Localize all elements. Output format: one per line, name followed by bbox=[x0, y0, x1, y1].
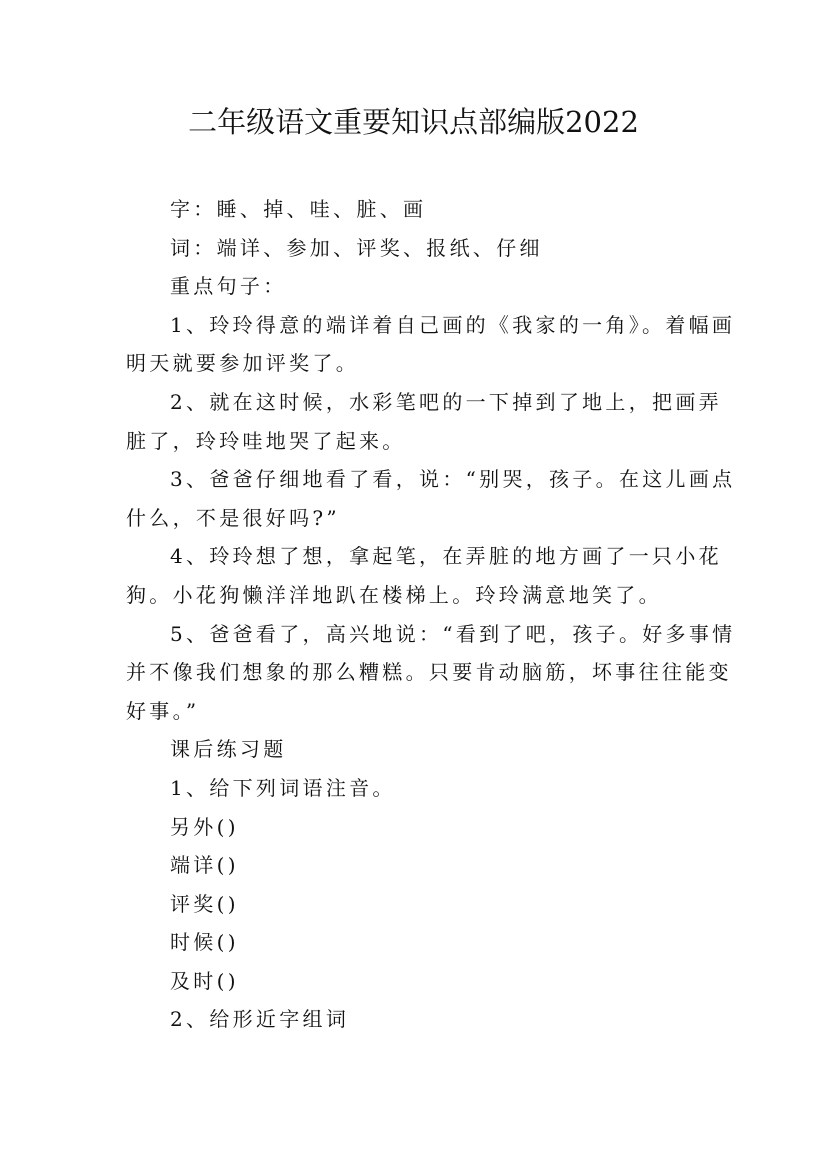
text-line: 1、给下列词语注音。 bbox=[170, 775, 396, 800]
text-line: 明天就要参加评奖了。 bbox=[126, 351, 359, 376]
text-line: 端详() bbox=[170, 853, 239, 878]
text-line: 及时() bbox=[170, 968, 239, 993]
text-line: 脏了，玲玲哇地哭了起来。 bbox=[126, 428, 406, 453]
text-line: 课后练习题 bbox=[170, 737, 287, 762]
text-line: 2、给形近字组词 bbox=[170, 1007, 350, 1032]
text-line: 1、玲玲得意的端详着自己画的《我家的一角》。着幅画 bbox=[170, 312, 736, 337]
document-title: 二年级语文重要知识点部编版2022 bbox=[188, 105, 639, 139]
text-line: 另外() bbox=[170, 814, 239, 839]
text-line: 4、玲玲想了想，拿起笔，在弄脏的地方画了一只小花 bbox=[170, 544, 722, 569]
text-line: 什么，不是很好吗?” bbox=[126, 505, 340, 530]
text-line: 好事。” bbox=[126, 698, 200, 723]
text-line: 3、爸爸仔细地看了看，说：“别哭，孩子。在这儿画点 bbox=[170, 467, 736, 492]
text-line: 时候() bbox=[170, 930, 239, 955]
text-line: 5、爸爸看了，高兴地说：“看到了吧，孩子。好多事情 bbox=[170, 621, 736, 646]
text-line: 词：端详、参加、评奖、报纸、仔细 bbox=[170, 235, 543, 260]
text-line: 重点句子： bbox=[170, 274, 287, 299]
text-line: 评奖() bbox=[170, 891, 239, 916]
text-line: 并不像我们想象的那么糟糕。只要肯动脑筋，坏事往往能变 bbox=[126, 660, 732, 685]
text-line: 字：睡、掉、哇、脏、画 bbox=[170, 197, 427, 221]
text-line: 狗。小花狗懒洋洋地趴在楼梯上。玲玲满意地笑了。 bbox=[126, 582, 662, 607]
document-body bbox=[126, 190, 736, 1039]
text-line: 2、就在这时候，水彩笔吧的一下掉到了地上，把画弄 bbox=[170, 389, 722, 414]
